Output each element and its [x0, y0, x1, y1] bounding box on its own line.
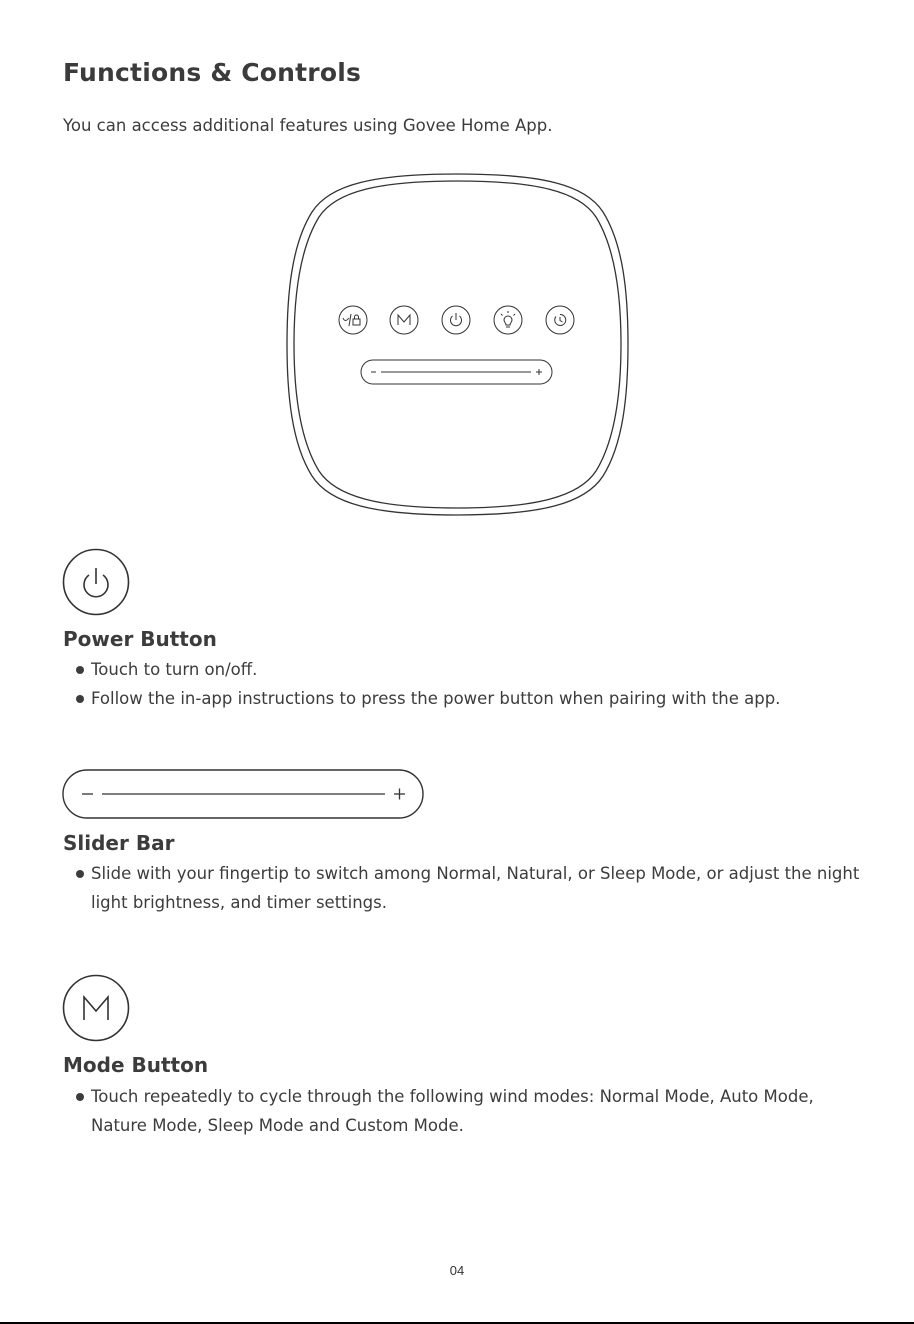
list-item: Slide with your fingertip to switch among Normal, Natural, or Sleep Mode, or adjust the night light brightness, and timer settings. — [75, 859, 865, 917]
device-inner-outline — [294, 181, 621, 508]
device-outer-outline — [287, 174, 628, 515]
slider-bar-icon — [62, 769, 424, 819]
page-title: Functions & Controls — [63, 58, 362, 87]
list-item: Touch repeatedly to cycle through the following wind modes: Normal Mode, Auto Mode, Nature Mode, Sleep Mode and Custom Mode. — [75, 1082, 865, 1140]
mode-button-title: Mode Button — [63, 1053, 209, 1077]
slider-bar-bullets — [75, 859, 865, 917]
mode-icon — [62, 974, 130, 1042]
power-button-title: Power Button — [63, 627, 217, 651]
light-button-small-icon — [494, 306, 522, 334]
mode-button-small-icon — [390, 306, 418, 334]
power-icon — [62, 548, 130, 616]
timer-button-small-icon — [546, 306, 574, 334]
mode-button-bullets — [75, 1082, 865, 1140]
page-number: 04 — [449, 1263, 465, 1278]
oscillation-lock-icon — [339, 306, 367, 334]
list-item: Follow the in-app instructions to press the power button when pairing with the app. — [75, 684, 865, 713]
power-button-small-icon — [442, 306, 470, 334]
intro-text: You can access additional features using Govee Home App. — [63, 116, 553, 135]
list-item: Touch to turn on/off. — [75, 655, 865, 684]
slider-small-icon — [361, 360, 552, 384]
device-top-illustration — [285, 172, 630, 517]
slider-bar-title: Slider Bar — [63, 831, 175, 855]
power-button-bullets — [75, 655, 865, 713]
